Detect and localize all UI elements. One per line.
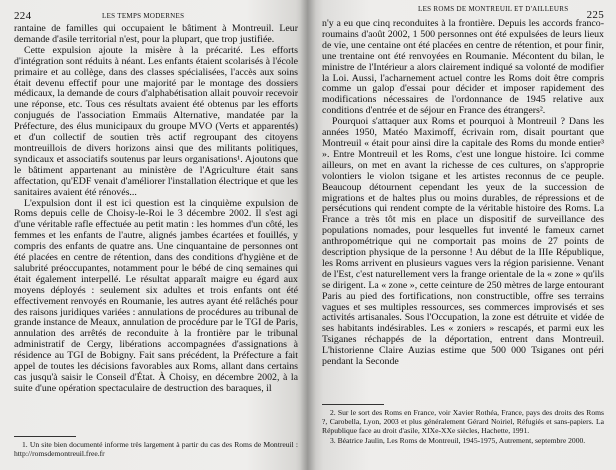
footnote: 1. Un site bien documenté informe très largement à partir du cas des Roms de Montreuil : http://romsdemontreuil.free.fr (14, 440, 298, 459)
right-page (308, 0, 616, 470)
page-number-left: 224 (14, 10, 32, 22)
running-head-left (14, 10, 298, 24)
paragraph: rantaine de familles qui occupaient le bâtiment à Montreuil. Leur demande d'asile territorial n'est, pour la plupart, que trop justifiée. (14, 23, 298, 45)
footnote-divider (322, 404, 384, 405)
body-text-left (14, 24, 298, 395)
paragraph: n'y a eu que cinq reconduites à la frontière. Depuis les accords franco-roumains d'août 2002, 1 500 personnes ont été expulsées de leurs lieux de vie, une centaine ont été placées en centre de rétention, et pour finir, une trentaine ont été renvoyées en Roumanie. Mécontent du bilan, le ministre de l'Intérieur a alors clairement indiqué sa volonté de modifier la Loi. Aussi, l'acharnement actuel contre les Roms doit être compris comme un galop d'essai pour décider et imposer rapidement des modifications nécessaires de l'ordonnance de 1945 relative aux conditions d'entrée et de séjour en France des étrangers². (322, 18, 604, 117)
footnote: 3. Béatrice Jaulin, Les Roms de Montreuil, 1945-1975, Autrement, septembre 2000. (330, 435, 586, 445)
page-number-right: 225 (586, 9, 604, 21)
running-head-title-right: LES ROMS DE MONTREUIL ET D'AILLEURS (418, 5, 569, 13)
footnotes-right (322, 396, 604, 445)
footnote: 2. Sur le sort des Roms en France, voir Xavier Rothéa, France, pays des droits des Roms ?, Carobella, Lyon, 2003 et plus généralement Gérard Noiriel, Réfugiés et sans-papiers. La République face au droit d'asile, XIXe-XXe siècles, Hachette, 1991. (322, 408, 604, 436)
paragraph: L'expulsion dont il est ici question est la cinquième expulsion de Roms depuis celle de Choisy-le-Roi le 3 décembre 2002. Il s'est agi d'une véritable rafle effectuée au petit matin : les hommes d'un côté, les femmes et les enfants de l'autre, alignés jambes écartées et fouillés, y compris des enfants de quatre ans. Une cinquantaine de personnes ont été placées en centre de rétention, dans des conditions d'hygiène et de salubrité préoccupantes, notamment pour le bébé de cinq semaines qui était également interpellé. Le résultat apparaît maigre eu égard aux moyens déployés : seulement six adultes et trois enfants ont été effectivement renvoyés en Roumanie, les autres ayant été relâchés pour des raisons juridiques variées : annulations de procédures au tribunal de grande instance de Meaux, annulation de procédure par le TGI de Paris, annulation des arrêtés de reconduite à la frontière par le tribunal administratif de Cergy, libérations accompagnées d'assignations à résidence au TGI de Bobigny. Fait sans précédent, la Préfecture a fait appel de toutes les décisions favorables aux Roms, allant dans certains cas jusqu'à saisir le Conseil d'État. À Choisy, en décembre 2002, à la suite d'une opération spectaculaire de destruction des baraques, il (14, 197, 298, 394)
footnote-divider (14, 436, 76, 437)
running-head-right (322, 5, 604, 19)
body-text-right (322, 19, 604, 368)
running-head-title-left: LES TEMPS MODERNES (102, 12, 185, 20)
paragraph: Pourquoi s'attaquer aux Roms et pourquoi à Montreuil ? Dans les années 1950, Matéo Maximoff, écrivain rom, disait pourtant que Montreuil « était pour ainsi dire la capitale des Roms du monde entier³ ». Entre Montreuil et les Roms, c'est une longue histoire. Ici comme ailleurs, on met en avant la richesse de ces cultures, on s'approprie volontiers le violon tsigane et les artistes reconnus de ce peuple. Beaucoup détournent cependant les yeux de la succession de migrations et de haltes plus ou moins durables, de répressions et de persécutions qui rendent compte de la véritable histoire des Roms. La France a très tôt mis en place un dispositif de surveillance des populations nomades, pour lesquelles fut inventé le fameux carnet anthropométrique qui ne comportait pas moins de 27 points de description physique de la personne ! Au début de la IIIe République, les Roms arrivent en plusieurs vagues vers la région parisienne. Venant de l'Est, c'est naturellement vers la frange orientale de la « zone » qu'ils se dirigent. La « zone », cette ceinture de 250 mètres de large entourant Paris au pied des fortifications, non constructible, offre ses terrains vagues et ses multiples ressources, ses commerces improvisés et ses activités artisanales. Sous l'Occupation, la zone est détruite et vidée de ses habitants indésirables. Les « zoniers » rescapés, et parmi eux les Tsiganes réchappés de la déportation, entrent dans Montreuil. L'historienne Claire Auzias estime que 500 000 Tsiganes ont péri pendant la Seconde (322, 116, 604, 368)
footnotes-left (14, 428, 298, 458)
paragraph: Cette expulsion ajoute la misère à la précarité. Les efforts d'intégration sont réduits à néant. Les enfants étaient scolarisés à l'école primaire et au collège, dans des classes spécialisées, l'accès aux soins était devenu effectif pour une majorité par le montage des dossiers médicaux, la demande de cours d'alphabétisation allait pouvoir recevoir une réponse, etc. Tous ces résultats avaient été obtenus par les efforts conjugués de l'association Emmaüs Alternative, mandatée par la Préfecture, des élus municipaux du groupe MVO (Verts et apparentés) et d'un collectif de soutien très actif regroupant des citoyens montreuillois de divers horizons ainsi que des militants politiques, syndicaux et associatifs soutenus par leurs organisations¹. Ajoutons que le bâtiment appartenant au ministère de l'Agriculture était sans affectation, qu'EDF venait d'améliorer l'installation électrique et que les sanitaires avaient été rénovés... (14, 44, 298, 198)
